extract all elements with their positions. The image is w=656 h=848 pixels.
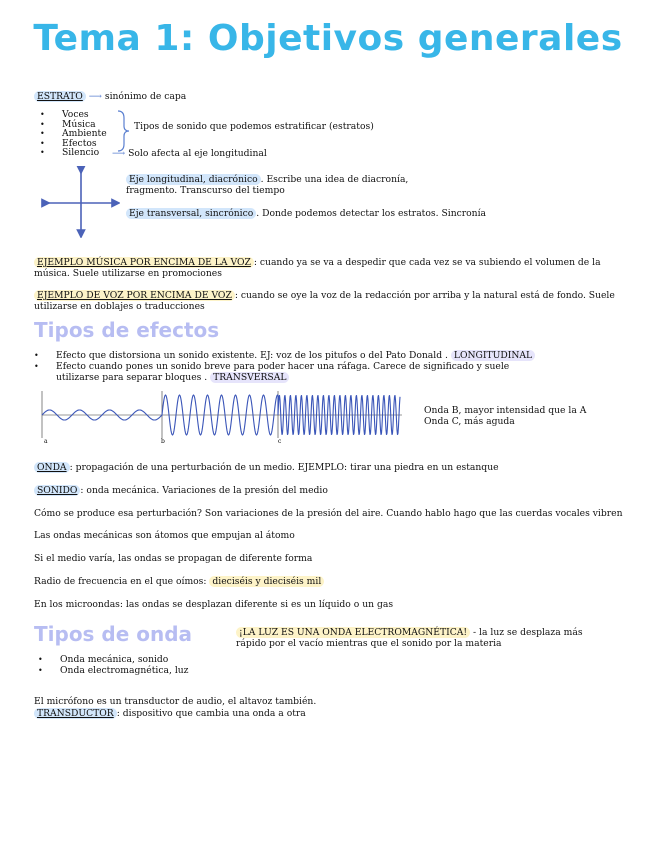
eje-transversal — [126, 208, 486, 219]
onda-rest: : propagación de una perturbación de un medio. EJEMPLO: tirar una piedra en un estanque — [69, 462, 499, 473]
page-title: Tema 1: Objetivos generales — [33, 18, 623, 59]
efecto-text: Efecto cuando pones un sonido breve para poder hacer una ráfaga. Carece de significado y suele utilizarse para separar bloques — [56, 361, 510, 383]
luz-note — [236, 627, 588, 649]
estrato-list — [62, 110, 107, 158]
wave-label-c: c — [278, 438, 282, 444]
eje-long-term: Eje longitudinal, diacrónico — [126, 174, 261, 185]
ejemplo2-term: EJEMPLO DE VOZ POR ENCIMA DE VOZ — [34, 290, 235, 301]
wave-note-c: Onda C, más aguda — [424, 416, 515, 427]
list-item: • Onda mecánica, sonido — [60, 654, 189, 665]
luz-term: ¡LA LUZ ES UNA ONDA ELECTROMAGNÉTICA! — [236, 627, 470, 638]
sonido-rest: : onda mecánica. Variaciones de la presión del medio — [80, 485, 328, 496]
list-item: • Silencio — [62, 148, 107, 158]
wave-label-a: a — [44, 438, 48, 444]
list-item: • Efecto que distorsiona un sonido existente. EJ: voz de los pitufos o del Pato Donald . LONGITUDINAL — [56, 350, 536, 361]
efecto-tag: TRANSVERSAL — [210, 372, 289, 383]
sonido-term: SONIDO — [34, 485, 80, 496]
silencio-note-text: Solo afecta al eje longitudinal — [128, 148, 267, 159]
estrato-term: ESTRATO — [34, 91, 86, 102]
list-item: • Ambiente — [62, 129, 107, 139]
list-item: • Voces — [62, 110, 107, 120]
eje-longitudinal — [126, 174, 456, 196]
tipos-onda-list — [60, 654, 189, 676]
eje-long-rest: . Escribe una idea de diacronía, fragmento. Transcurso del tiempo — [126, 174, 409, 196]
sonido-line — [34, 485, 328, 496]
section-tipos-onda: Tipos de onda — [34, 622, 193, 646]
ejemplo-voz — [34, 290, 626, 312]
wave-note — [424, 405, 586, 427]
efecto-tag: LONGITUDINAL — [451, 350, 535, 361]
microondas-line: En los microondas: las ondas se desplazan diferente si es un líquido o un gas — [34, 599, 394, 610]
ejemplo-musica — [34, 257, 626, 279]
brace-note: Tipos de sonido que podemos estratificar (estratos) — [134, 121, 374, 132]
estrato-def: sinónimo de capa — [104, 91, 187, 102]
onda-term: ONDA — [34, 462, 70, 473]
microfono-line: El micrófono es un transductor de audio, el altavoz también. — [34, 696, 317, 707]
produce-line: Cómo se produce esa perturbación? Son variaciones de la presión del aire. Cuando hablo hago que las cuerdas vocales vibren — [34, 508, 623, 519]
efecto-text: Efecto que distorsiona un sonido existente. EJ: voz de los pitufos o del Pato Donald — [56, 350, 443, 361]
arrow-right-icon: ⟶ — [112, 148, 126, 159]
radio-line — [34, 576, 324, 587]
ejemplo1-rest: : cuando ya se va a despedir que cada vez se va subiendo el volumen de la música. Suele utilizarse en promociones — [34, 257, 601, 279]
luz-rest: - la luz se desplaza más rápido por el vacío mientras que el sonido por la materia — [236, 627, 583, 649]
axes-diagram — [40, 166, 120, 238]
list-item: • Música — [62, 120, 107, 130]
wave-label-b: b — [161, 438, 165, 444]
ejemplo2-rest: : cuando se oye la voz de la redacción por arriba y la natural está de fondo. Suele utilizarse en doblajes o traducciones — [34, 290, 615, 312]
efectos-list — [56, 350, 536, 383]
eje-trans-term: Eje transversal, sincrónico — [126, 208, 256, 219]
onda-line — [34, 462, 499, 473]
radio-highlight: dieciséis y dieciséis mil — [209, 576, 324, 587]
silencio-note — [112, 148, 267, 159]
list-item: • Efectos — [62, 139, 107, 149]
list-item: • Onda electromagnética, luz — [60, 665, 189, 676]
transductor-term: TRANSDUCTOR — [34, 708, 117, 719]
transductor-line — [34, 708, 306, 719]
ejemplo1-term: EJEMPLO MÚSICA POR ENCIMA DE LA VOZ — [34, 257, 254, 268]
list-item: • Efecto cuando pones un sonido breve para poder hacer una ráfaga. Carece de significado y suele utilizarse para separar bloques . TRANSVERSAL — [56, 361, 536, 383]
estrato-line — [34, 91, 186, 102]
medio-line: Si el medio varía, las ondas se propagan de diferente forma — [34, 553, 313, 564]
eje-trans-rest: . Donde podemos detectar los estratos. Sincronía — [256, 208, 487, 219]
wave-note-b: Onda B, mayor intensidad que la A — [424, 405, 587, 416]
transductor-rest: : dispositivo que cambia una onda a otra — [116, 708, 306, 719]
wave-diagram — [38, 388, 408, 444]
arrow-right-icon: ⟶ — [88, 91, 102, 102]
mecanicas-line: Las ondas mecánicas son átomos que empujan al átomo — [34, 530, 295, 541]
section-tipos-efectos: Tipos de efectos — [34, 318, 220, 342]
radio-text: Radio de frecuencia en el que oímos: — [34, 576, 210, 587]
brace-icon — [116, 110, 130, 152]
